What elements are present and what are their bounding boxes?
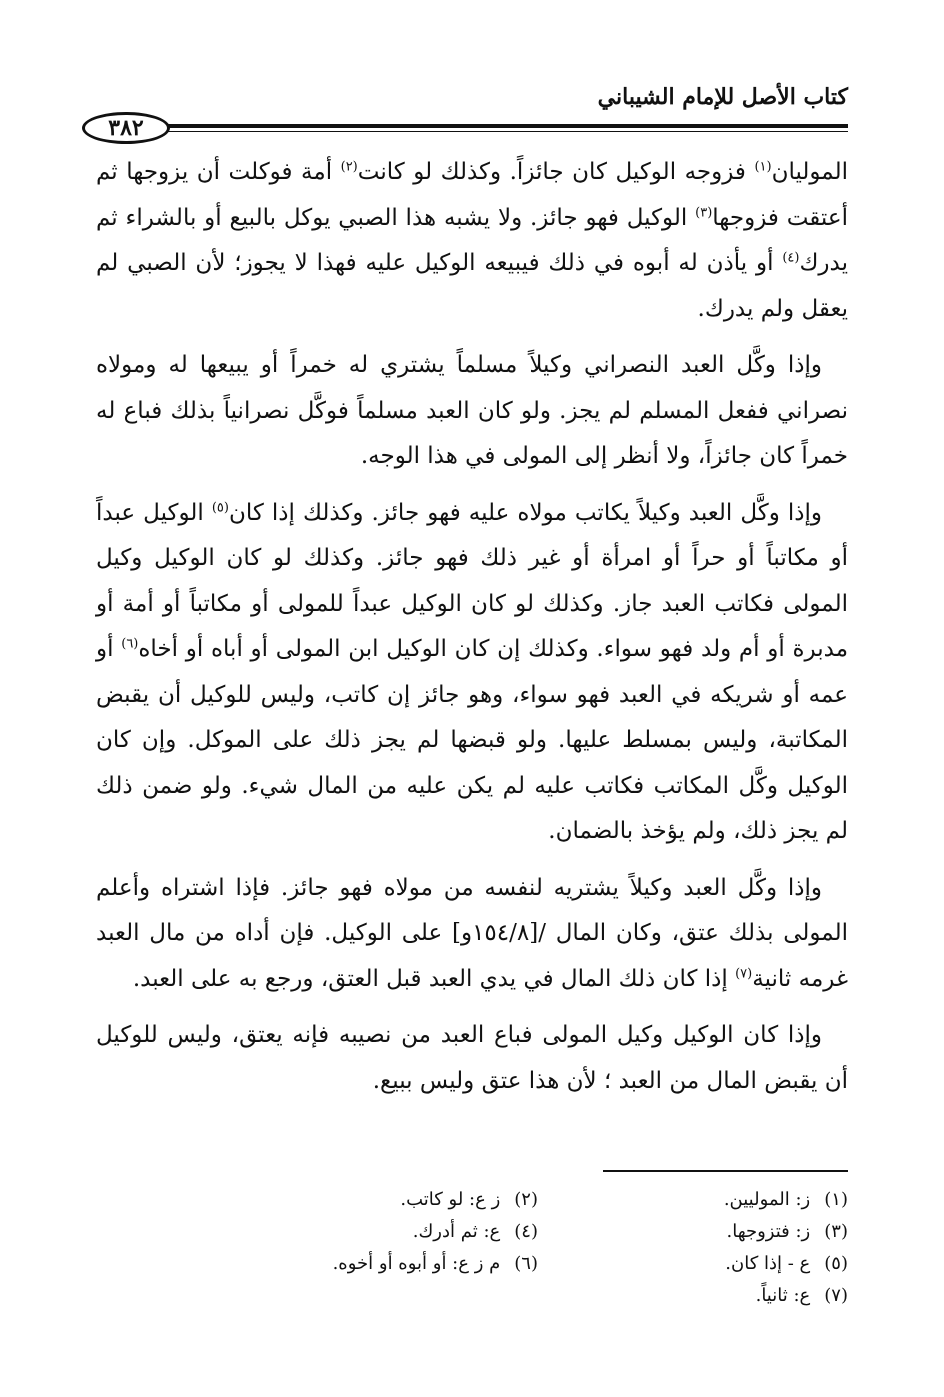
footnote-row [96,1184,848,1216]
footnote-row [96,1248,848,1280]
footnote-number: (١) [824,1189,848,1210]
footnote-text: ز: فتزوجها. [726,1221,811,1242]
footnote-text: ع: ثانياً. [755,1285,811,1306]
footnote-marker: (٢) [340,159,358,175]
footnote-4 [228,1216,538,1248]
footnote-row [96,1216,848,1248]
paragraph-5: وإذا كان الوكيل وكيل المولى فباع العبد من نصيبه فإنه يعتق، وليس للوكيل أن يقبض المال من العبد ؛ لأن هذا عتق وليس ببيع. [96,1022,848,1094]
footnote-6 [228,1248,538,1280]
footnote-marker: (١) [754,159,772,175]
footnote-2 [228,1184,538,1216]
footnote-number: (٦) [514,1253,538,1274]
paragraph-4: وإذا وكَّل العبد وكيلاً يشتريه لنفسه من مولاه فهو جائز. فإذا اشتراه وأعلم المولى بذلك عتق، وكان المال /[١٥٤/٨و] على الوكيل. فإن أداه من مال العبد غرمه ثانية$^{(٧)}$ إذا كان ذلك المال في يدي العبد قبل العتق، ورجع به على العبد. [96,874,848,992]
footnote-number: (٣) [824,1221,848,1242]
footnote-text: م ز ع: أو أبوه أو أخوه. [332,1253,501,1274]
footnote-marker: (٤) [782,250,800,266]
main-text [96,150,848,1115]
footnote-number: (٧) [824,1285,848,1306]
page-number-badge [82,112,170,144]
footnote-7 [538,1280,848,1312]
footnote-3 [538,1216,848,1248]
running-title: كتاب الأصل للإمام الشيباني [597,84,848,110]
footnote-text: ع: ثم أدرك. [412,1221,501,1242]
footnote-separator [603,1170,848,1172]
footnote-row [96,1280,848,1312]
footnotes [96,1184,848,1312]
footnote-marker: (٥) [211,499,229,515]
footnote-text: ز ع: لو كاتب. [400,1189,501,1210]
paragraph-2: وإذا وكَّل العبد النصراني وكيلاً مسلماً يشتري له خمراً أو يبيعها له ومولاه نصراني ففعل المسلم لم يجز. ولو كان العبد مسلماً فوكَّل نصرانياً بذلك فباع له خمراً كان جائزاً، ولا أنظر إلى المولى في هذا الوجه. [96,352,848,469]
header-rule-thin [95,131,848,132]
footnote-marker: (٣) [695,204,713,220]
footnote-number: (٥) [824,1253,848,1274]
footnote-text: ع - إذا كان. [725,1253,811,1274]
paragraph-1: الموليان$^{(١)}$ فزوجه الوكيل كان جائزاً. وكذلك لو كانت$^{(٢)}$ أمة فوكلت أن يزوجها ثم أعتقت فزوجها$^{(٣)}$ الوكيل فهو جائز. ولا يشبه هذا الصبي يوكل بالبيع أو بالشراء ثم يدرك$^{(٤)}$ أو يأذن له أبوه في ذلك فيبيعه الوكيل عليه فهذا لا يجوز؛ لأن الصبي لم يعقل ولم يدرك. [96,159,849,322]
page-number: ٣٨٢ [108,115,144,141]
footnote-marker: (٦) [121,636,139,652]
footnote-number: (٤) [514,1221,538,1242]
footnote-text: ز: الموليين. [723,1189,811,1210]
header-rule-thick [95,124,848,128]
footnote-number: (٢) [514,1189,538,1210]
footnote-5 [538,1248,848,1280]
footnote-marker: (٧) [735,965,753,981]
footnote-1 [538,1184,848,1216]
paragraph-3: وإذا وكَّل العبد وكيلاً يكاتب مولاه عليه فهو جائز. وكذلك إذا كان$^{(٥)}$ الوكيل عبداً أو مكاتباً أو حراً أو امرأة أو غير ذلك فهو جائز. وكذلك لو كان الوكيل وكيل المولى فكاتب العبد جاز. وكذلك لو كان الوكيل عبداً للمولى أو مكاتباً أو أمة أو مدبرة أو أم ولد فهو سواء. وكذلك إن كان الوكيل ابن المولى أو أباه أو أخاه$^{(٦)}$ أو عمه أو شريكه في العبد فهو سواء، وهو جائز إن كاتب، وليس للوكيل أن يقبض المكاتبة، وليس بمسلط عليها. ولو قبضها لم يجز ذلك على الموكل. وإن كان الوكيل وكَّل المكاتب فكاتب عليه لم يكن عليه من المال شيء. ولو ضمن ذلك لم يجز ذلك، ولم يؤخذ بالضمان. [96,499,849,844]
